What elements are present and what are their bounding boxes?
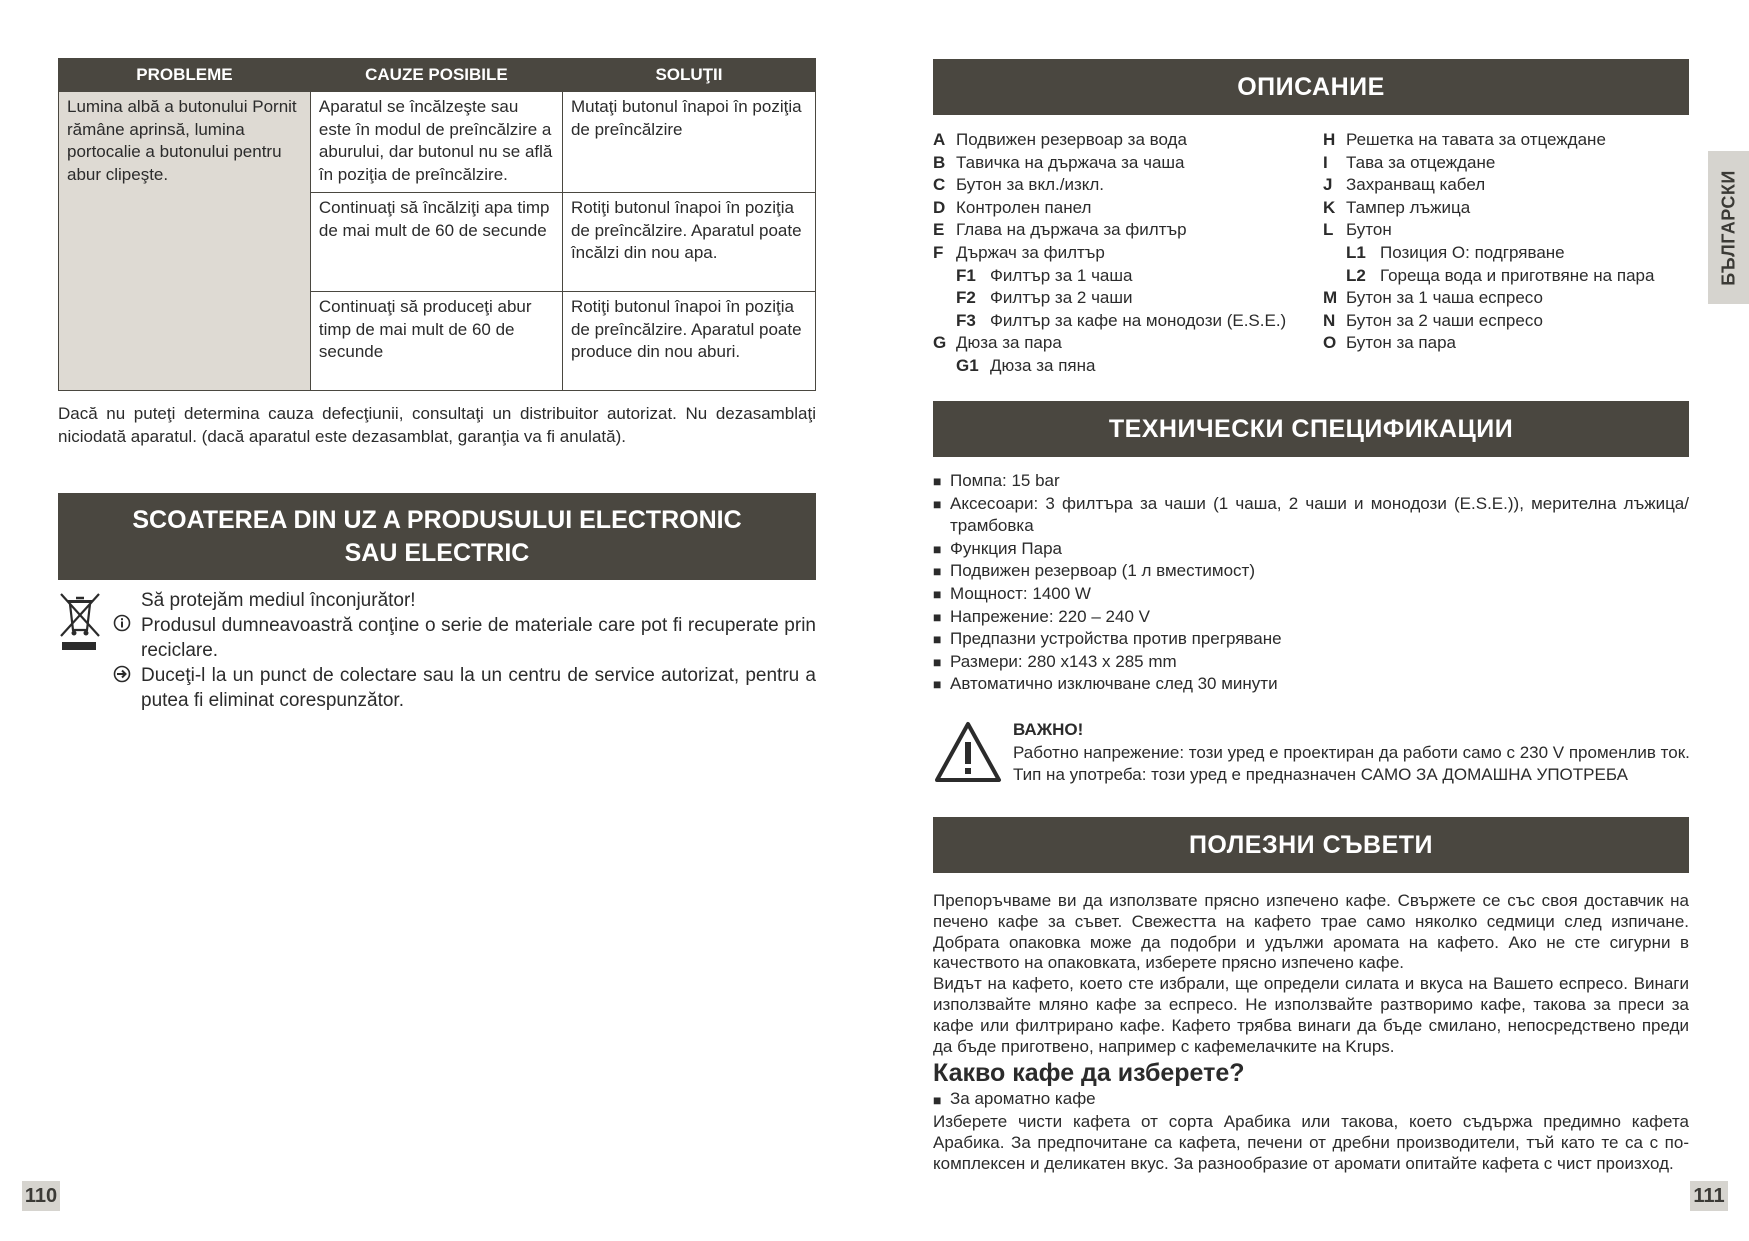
warning-triangle-icon	[933, 720, 1003, 789]
troubleshooting-note: Dacă nu puteţi determina cauza defecţiunii, consultaţi un distribuitor autorizat. Nu dezasamblaţi niciodată aparatul. (dacă aparatul este dezasamblat, garanţia va fi anulată).	[58, 404, 816, 446]
specs-list	[933, 470, 1689, 696]
disposal-line-2: Produsul dumneavoastră conţine o serie de materiale care pot fi recuperate prin reciclare.	[141, 615, 816, 661]
disposal-section-title: SCOATEREA DIN UZ A PRODUSULUI ELECTRONIC SAU ELECTRIC	[58, 493, 816, 580]
coffee-heading: Какво кафе да изберете?	[933, 1059, 1245, 1088]
page-number-right: 111	[1690, 1181, 1728, 1211]
list-item: J Захранващ кабел	[1323, 175, 1486, 195]
list-item: ■ Аксесоари: 3 филтъра за чаши (1 чаша, 2 чаши и монодози (E.S.E.)), мерителна лъжица/трамбовка	[933, 493, 1689, 536]
table-header-solutions: SOLUŢII	[562, 59, 815, 92]
list-item: ■ Напрежение: 220 – 240 V	[933, 606, 1150, 626]
cause-cell: Continuaţi să încălziţi apa timp de mai mult de 60 de secunde	[310, 193, 562, 292]
warning-line-2: Тип на употреба: този уред е предназначен САМО ЗА ДОМАШНА УПОТРЕБА	[1013, 765, 1628, 785]
list-item: A Подвижен резервоар за вода	[933, 130, 1187, 149]
list-item: I Тава за отцеждане	[1323, 152, 1496, 172]
cause-cell: Continuaţi să produceţi abur timp de mai mult de 60 de secunde	[310, 292, 562, 391]
cause-cell: Aparatul se încălzeşte sau este în modul de preîncălzire a aburului, dar butonul nu se află în poziţia de preîncălzire.	[310, 92, 562, 193]
disposal-line-3: Duceţi-l la un punct de colectare sau la un centru de service autorizat, pentru a putea fi eliminat corespunzător.	[141, 665, 816, 711]
troubleshooting-table	[58, 58, 816, 391]
solution-cell: Rotiţi butonul înapoi în poziţia de preîncălzire. Aparatul poate produce din nou aburi.	[562, 292, 815, 391]
solution-cell: Mutaţi butonul înapoi în poziţia de preîncălzire	[562, 92, 815, 193]
language-tab: БЪЛГАРСКИ	[1708, 151, 1749, 304]
table-header-causes: CAUZE POSIBILE	[310, 59, 562, 92]
list-item: ■ Подвижен резервоар (1 л вместимост)	[933, 561, 1255, 581]
list-item: ■ Помпа: 15 bar	[933, 471, 1060, 490]
tips-text	[933, 891, 1689, 1174]
list-item: H Решетка на тавата за отцеждане	[1323, 130, 1606, 149]
list-item: ■ Мощност: 1400 W	[933, 583, 1091, 603]
weee-bin-icon	[58, 592, 102, 652]
list-item: F Държач за филтър	[933, 242, 1105, 262]
tips-section-title: ПОЛЕЗНИ СЪВЕТИ	[933, 817, 1689, 873]
solution-cell: Rotiţi butonul înapoi în poziţia de preîncălzire. Aparatul poate încălzi din nou apa.	[562, 193, 815, 292]
arrow-right-icon	[113, 665, 131, 688]
warning-block	[1013, 719, 1693, 787]
tips-paragraph-2: Видът на кафето, което сте избрали, ще определи силата и вкуса на Вашето еспресо. Винаги използвайте мляно кафе за еспресо. Не използвайте разтворимо кафе, такова за преси за кафе или филтрирано кафе. Кафето трябва винаги да бъде смилано, непосредствено преди да бъде приготвено, например с кафемелачките на Krups.	[933, 974, 1689, 1056]
aroma-paragraph: Изберете чисти кафета от сорта Арабика или такова, което съдържа предимно кафета Арабика. За предпочитане са кафета, печени от дребни производители, тъй като те са с по-комплексен и деликатен вкус. За разнообразие от аромати опитайте кафета с чист произход.	[933, 1111, 1689, 1173]
tips-paragraph-1: Препоръчваме ви да използвате прясно изпечено кафе. Свържете се със своя доставчик на печено кафе за съвет. Свежестта на кафето трае само няколко седмици след изпичане. Добрата опаковка може да подобри и удължи аромата на кафето. Ако не сте сигурни в качеството на опаковката, изберете прясно изпечено кафе.	[933, 891, 1689, 973]
list-item: E Глава на държача за филтър	[933, 220, 1187, 240]
list-item: M Бутон за 1 чаша еспресо	[1323, 288, 1543, 308]
list-item: G Дюза за пара	[933, 333, 1062, 353]
info-icon	[113, 614, 131, 637]
list-item: ■ Функция Пара	[933, 538, 1062, 558]
description-list-right	[1323, 129, 1693, 355]
list-item: F1 Филтър за 1 чаша	[956, 265, 1133, 285]
list-item: ■ Предпазни устройства против прегряване	[933, 629, 1282, 649]
list-item: ■ Размери: 280 x143 x 285 mm	[933, 651, 1177, 671]
page-number-left: 110	[22, 1181, 60, 1211]
list-item: G1 Дюза за пяна	[956, 355, 1096, 375]
list-item: F3 Филтър за кафе на монодози (E.S.E.)	[956, 310, 1287, 330]
disposal-line-1: Să protejăm mediul înconjurător!	[141, 590, 416, 611]
list-item: B Тавичка на държача за чаша	[933, 152, 1185, 172]
table-header-problems: PROBLEME	[59, 59, 311, 92]
aroma-bullet: ■ За ароматно кафе	[933, 1089, 1096, 1109]
warning-title: ВАЖНО!	[1013, 720, 1084, 739]
description-section-title: ОПИСАНИЕ	[933, 59, 1689, 115]
specs-section-title: ТЕХНИЧЕСКИ СПЕЦИФИКАЦИИ	[933, 401, 1689, 457]
problem-cell: Lumina albă a butonului Pornit rămâne aprinsă, lumina portocalie a butonului pentru abur clipeşte.	[59, 92, 311, 391]
list-item: D Контролен панел	[933, 197, 1092, 217]
list-item: C Бутон за вкл./изкл.	[933, 175, 1105, 195]
list-item: K Тампер лъжица	[1323, 197, 1471, 217]
description-list-left	[933, 129, 1313, 378]
list-item: ■ Автоматично изключване след 30 минути	[933, 674, 1278, 694]
list-item: L1 Позиция O: подгряване	[1346, 242, 1565, 262]
list-item: L2 Гореща вода и приготвяне на пара	[1346, 265, 1655, 285]
list-item: O Бутон за пара	[1323, 333, 1456, 353]
list-item: N Бутон за 2 чаши еспресо	[1323, 310, 1543, 330]
warning-line-1: Работно напрежение: този уред е проектиран да работи само с 230 V променлив ток.	[1013, 742, 1690, 762]
list-item: F2 Филтър за 2 чаши	[956, 288, 1133, 308]
list-item: L Бутон	[1323, 220, 1392, 240]
table-row	[59, 92, 816, 193]
